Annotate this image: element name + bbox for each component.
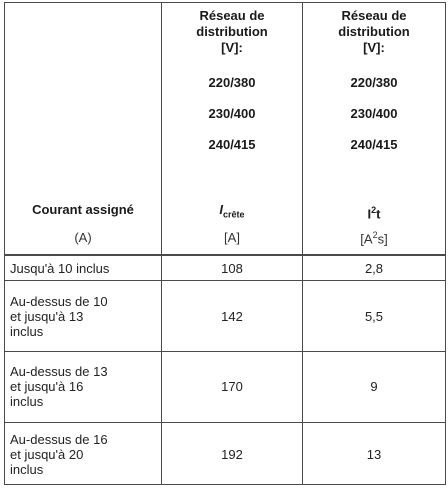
peak-value: 108 — [221, 261, 243, 276]
peak-current-symbol — [162, 202, 302, 223]
header-line: distribution — [338, 24, 410, 39]
label-line: inclus — [10, 394, 44, 409]
symbol-subscript: crête — [223, 209, 245, 220]
voltage-value: 240/415 — [350, 137, 398, 152]
table-bottom-border — [4, 484, 446, 485]
unit-superscript: 2 — [372, 230, 378, 240]
i2t-value: 2,8 — [364, 261, 384, 276]
i2t-value: 5,5 — [364, 309, 384, 324]
peak-value: 192 — [221, 447, 243, 462]
label-line: Au-dessus de 10 — [10, 294, 108, 309]
peak-value: 170 — [221, 379, 243, 394]
table-top-border — [4, 2, 446, 3]
header-line: Réseau de — [341, 8, 407, 23]
row-divider — [4, 422, 446, 423]
row-divider — [4, 351, 446, 352]
col-network-voltage-title — [303, 8, 445, 56]
unit-part: s] — [377, 231, 388, 247]
voltage-value: 220/380 — [350, 75, 398, 90]
symbol-letter: I — [367, 206, 372, 222]
label-line: Au-dessus de 13 — [10, 364, 108, 379]
voltage-value: 240/415 — [208, 137, 256, 152]
rated-current-table — [4, 2, 446, 486]
table-row-label — [10, 364, 160, 409]
col-network-voltage-title — [162, 8, 302, 56]
label-line: et jusqu'à 16 — [10, 379, 84, 394]
voltage-value: 230/400 — [350, 106, 398, 121]
rated-current-label: Courant assigné — [32, 202, 134, 217]
header-line: Réseau de — [199, 8, 265, 23]
header-line: [V]: — [221, 40, 243, 55]
voltage-value: 220/380 — [208, 75, 256, 90]
symbol-letter: I — [219, 202, 224, 217]
i2t-symbol — [303, 202, 445, 222]
symbol-superscript: 2 — [371, 205, 377, 215]
table-row-label — [10, 294, 160, 339]
label-line: inclus — [10, 324, 44, 339]
i2t-unit — [303, 230, 445, 246]
peak-value: 142 — [221, 309, 243, 324]
header-bottom-border — [4, 254, 446, 256]
symbol-tail: t — [376, 206, 381, 222]
rated-current-unit: (A) — [74, 230, 92, 245]
peak-current-unit: [A] — [224, 230, 240, 245]
voltage-value: 230/400 — [208, 106, 256, 121]
table-row-label — [10, 432, 160, 477]
i2t-value: 9 — [370, 379, 378, 394]
label-line: inclus — [10, 462, 44, 477]
header-line: [V]: — [363, 40, 385, 55]
label-line: et jusqu'à 20 — [10, 447, 84, 462]
label-line: et jusqu'à 13 — [10, 309, 84, 324]
header-line: distribution — [196, 24, 268, 39]
table-right-border — [445, 2, 446, 485]
i2t-value: 13 — [366, 447, 382, 462]
label-line: Au-dessus de 16 — [10, 432, 108, 447]
unit-part: [A — [360, 231, 373, 247]
row-divider — [4, 280, 446, 281]
table-row-label — [10, 261, 160, 276]
label-line: Jusqu'à 10 inclus — [10, 261, 110, 276]
